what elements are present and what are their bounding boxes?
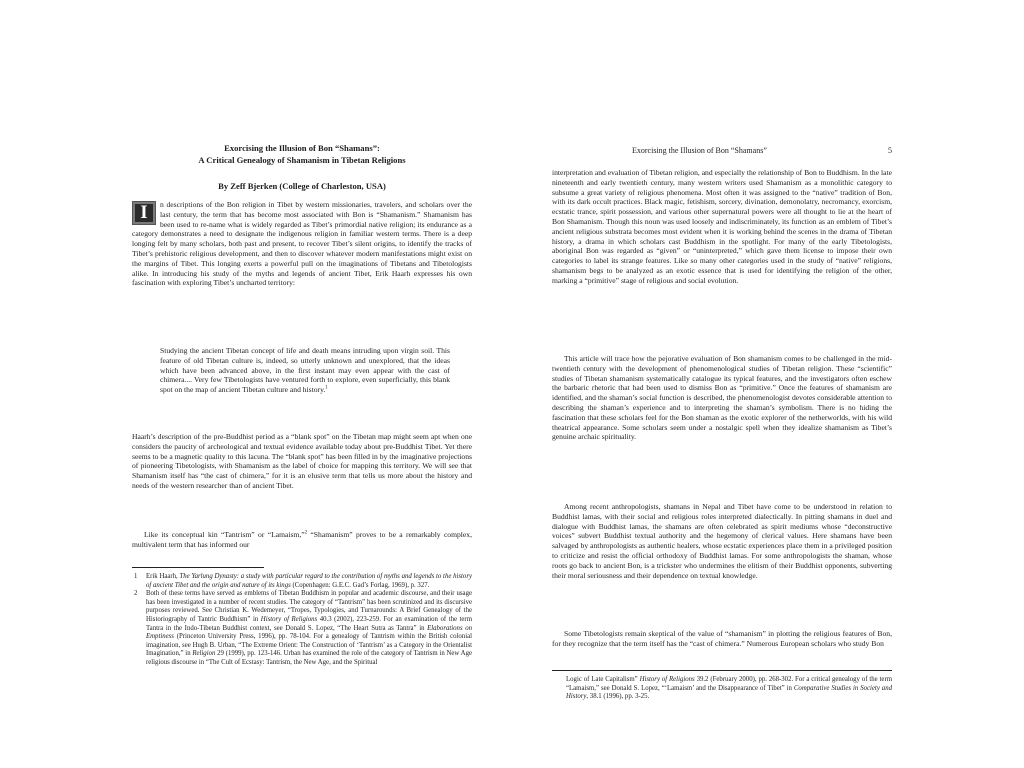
body-paragraph-2-text: Haarh’s description of the pre-Buddhist period as a “blank spot” on the Tibetan map might seem apt when one considers the paucity of archeological and textual evidence available today about pre-Buddhist Tibet. Yet there seems to be a magnetic quality to this lacuna. The “blank spot” has been filled in by the imaginative projections of pioneering Tibetologists, with Shamanism as the label of choice for mapping this territory. We will see that Shamanism itself has “the cast of chimera,” for it is an elusive term that tells us more about the history and needs of the western researcher than of ancient Tibet. bbox=[132, 432, 472, 490]
footnote-2-text-c: (Princeton University Press, 1996), pp. 78-104. For a genealogy of Tantrism within the British colonial imagination, see Hugh B. Urban, “The Extreme Orient: The Construction of ‘Tantrism’ as a Category in the Orientalist Imagination,” in bbox=[146, 633, 472, 658]
footnote-2-text-a: Both of these terms have served as emblems of Tibetan Buddhism in popular and academic discourse, and their usage has been investigated in a number of recent studies. The category of “Tantrism” has been scrutinized and its discursive purposes reviewed. See Christian K. Wedemeyer, “Tropes, Typologies, and Turnarounds: A Brief Genealogy of the Historiography of Tantric Buddhism” in bbox=[146, 590, 472, 623]
body-paragraph-3-text: Like its conceptual kin “Tantrism” or “Lamaism,” bbox=[144, 530, 305, 539]
footnote-2-text-d: 29 (1999), pp. 123-146. Urban has examined the role of the category of Tantrism in New Age religious discourse in “The Cult of Ecstasy: Tantrism, the New Age, and the Spiritual bbox=[146, 650, 472, 666]
article-author: By Zeff Bjerken (College of Charleston, USA) bbox=[218, 181, 386, 191]
footnote-2-continued bbox=[552, 676, 892, 702]
right-paragraph-3 bbox=[552, 502, 892, 580]
footnote-1-book-title: The Yarlung Dynasty: a study with particular regard to the contribution of myths and legends to the history of ancient Tibet and the origin and nature of its kings bbox=[146, 573, 472, 589]
footnote-cont-text-a: Logic of Late Capitalism” bbox=[566, 676, 640, 683]
body-paragraph-3-rest: “Shamanism” proves to be a remarkably complex, multivalent term that has informed our bbox=[132, 530, 472, 549]
body-paragraph-2 bbox=[132, 432, 472, 491]
footnote-cont-text-c: , 38.1 (1996), pp. 3-25. bbox=[586, 693, 650, 701]
drop-cap: I bbox=[132, 201, 156, 225]
right-footnote-rule bbox=[552, 670, 892, 671]
footnote-cont-journal-1: History of Religions bbox=[639, 676, 695, 683]
right-footnotes bbox=[552, 676, 892, 702]
footnotes bbox=[132, 573, 472, 668]
footnote-2-text-b: 40.3 (2002), 223-259. For an examination of the term Tantra in the Indo-Tibetan Buddhist context, see Donald S. Lopez, “The Heart Sutra as Tantra” in bbox=[146, 615, 472, 632]
footnote-1-publication: (Copenhagen: G.E.C. Gad’s Forlag, 1969), p. 327. bbox=[290, 581, 430, 589]
right-paragraph-2-text: This article will trace how the pejorative evaluation of Bon shamanism comes to be challenged in the mid-twentieth century with the development of phenomenological studies of Tibetan religion. These “scientific” studies of Tibetan shamanism systematically catalogue its typical features, and the investigators often eschew the barbaric rhetoric that had been used to dismiss Bon as “primitive.” Once the features of shamanism are identified, and the shaman’s social function is described, the phenomenologist devotes considerable attention to describing the shaman’s experience and to interpreting the shaman’s symbolism. There is no hiding the fascination that these scholars feel for the Bon shaman as the exotic explorer of the netherworlds, with his wild theatrical appearance. Some scholars seem under a nostalgic spell when they idealize shamanism as Tibet’s genuine archaic spirituality. bbox=[552, 354, 892, 442]
intro-text: n descriptions of the Bon religion in Tibet by western missionaries, travelers, and scholars over the last century, the term that has become most associated with Bon is “Shamanism.” Shamanism has been used to re-name what is widely regarded as Tibet’s primordial native religion; its endurance as a category demonstrates a need to designate the indigenous religion in familiar western terms. There is a deep longing felt by many scholars, both past and present, to recover Tibet’s silent origins, to identify the tracks of Tibet’s prehistoric religious development, and then to discover whatever modern manifestations might exist on the margins of Tibet. This longing exerts a powerful pull on the imaginations of Tibetans and Tibetologists alike. In introducing his study of the myths and legends of ancient Tibet, Erik Haarh expresses his own fascination with exploring Tibet’s uncharted territory: bbox=[132, 200, 472, 288]
footnote-2-journal-1: History of Religions bbox=[260, 615, 318, 623]
page-number: 5 bbox=[888, 146, 892, 155]
right-paragraph-1 bbox=[552, 168, 892, 286]
block-quote bbox=[160, 346, 450, 395]
running-head-title: Exorcising the Illusion of Bon “Shamans” bbox=[632, 146, 767, 155]
block-quote-text: Studying the ancient Tibetan concept of life and death means intruding upon virgin soil. This feature of old Tibetan culture is, indeed, so utterly unknown and unexplored, that the ideas which have been advanced above, in the first instant may even appear with the cast of chimera.... Very few Tibetologists have ventured forth to explore, even superficially, this blank spot on the map of ancient Tibetan culture and history. bbox=[160, 346, 450, 395]
body-paragraph-3 bbox=[132, 530, 472, 550]
footnote-cont-text-b: 39.2 (February 2000), pp. 268-302. For a critical genealogy of the term “Lamaism,” see Donald S. Lopez, “‘Lamaism’ and the Disappearance of Tibet” in bbox=[566, 676, 892, 692]
footnote-marker-2: 2 bbox=[304, 530, 308, 536]
footnote-1-number: 1 bbox=[134, 573, 138, 580]
right-paragraph-3-text: Among recent anthropologists, shamans in Nepal and Tibet have come to be understood in relation to Buddhist lamas, with their social and religious roles interpreted dialectically. In pitting shamans in duel and dialogue with Buddhist lamas, the shamans are often celebrated as spirit mediums whose “deconstructive voices” subvert Buddhist textual authority and the hegemony of clerical values. Here shamans have been salvaged by anthropologists as authentic healers, whose ecstatic experiences place them in a privileged position to criticize and resist the official orthodoxy of Buddhist lamas. For some anthropologists the shaman, whose roots go back to ancient Bon, is a trickster who undermines the elitism of their Buddhist opponents, subverting their moral seriousness and their dependence on textual knowledge. bbox=[552, 502, 892, 580]
footnote-cont-journal-2: Comparative Studies in Society and History bbox=[566, 684, 892, 701]
footnote-2 bbox=[132, 590, 472, 667]
right-paragraph-1-text: interpretation and evaluation of Tibetan religion, and especially the relationship of Bon to Buddhism. In the late nineteenth and early twentieth century, many western writers used Shamanism as a monolithic category to subsume a great variety of religious phenomena. Most often it was assigned to the “native” tradition of Bon, with its dark occult practices. Black magic, fetishism, sorcery, divination, demonolatry, necromancy, exorcism, ecstatic trance, spirit possession, and various other supernatural powers were all thought to lie at the heart of Bon Shamanism. Though this noun was used loosely and indiscriminately, its function as an emblem of Tibet’s ancient religious substrata becomes most evident when it is working behind the scenes in the drama of Tibetan history, a drama in which scholars cast Buddhism in the spotlight. For many of the early Tibetologists, aboriginal Bon was regarded as “given” or “uninterpreted,” which gave them license to impose their own categories to label its strange features. Like so many other categories used in the study of “native” religions, shamanism begs to be analyzed as an exotic essence that is used for identifying the religion of the other, marking a “primitive” stage of religious and social evolution. bbox=[552, 168, 892, 285]
title-line-1: Exorcising the Illusion of Bon “Shamans”: bbox=[224, 143, 380, 153]
title-line-2: A Critical Genealogy of Shamanism in Tibetan Religions bbox=[198, 155, 406, 165]
footnote-marker-1: 1 bbox=[325, 385, 328, 391]
footnote-2-number: 2 bbox=[134, 590, 138, 598]
footnote-1 bbox=[132, 573, 472, 590]
right-paragraph-2 bbox=[552, 354, 892, 442]
footnote-rule bbox=[132, 567, 264, 568]
right-paragraph-4-text: Some Tibetologists remain skeptical of the value of “shamanism” in plotting the religious features of Bon, for they recognize that the term itself has the “cast of chimera.” Numerous European scholars who study Bon bbox=[552, 629, 892, 648]
article-title bbox=[132, 142, 472, 166]
intro-paragraph bbox=[132, 200, 472, 288]
footnote-2-journal-2: Religion bbox=[192, 650, 216, 658]
footnote-2-book: Elaborations on Emptiness bbox=[146, 624, 472, 641]
right-paragraph-4 bbox=[552, 629, 892, 649]
footnote-1-text: Erik Haarh, bbox=[146, 573, 180, 580]
